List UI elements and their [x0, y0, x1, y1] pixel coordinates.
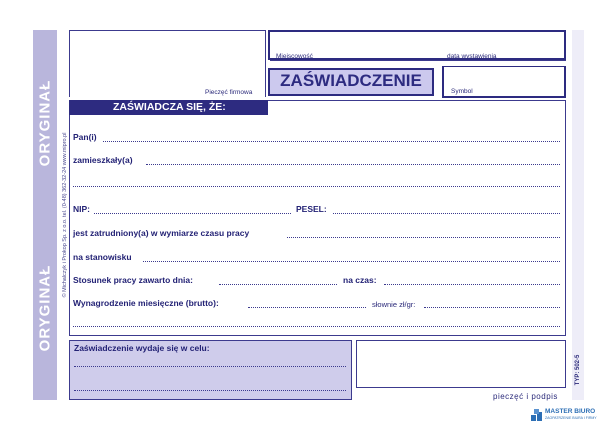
purpose-line-1[interactable] [74, 366, 346, 367]
field-line-nip[interactable] [94, 213, 291, 214]
field-line-pesel[interactable] [333, 213, 560, 214]
field-label-contract: Stosunek pracy zawarto dnia: [73, 275, 193, 285]
oryginal-label-top: ORYGINAŁ [36, 79, 54, 166]
side-label-bottom [33, 215, 57, 400]
document-title: ZAŚWIADCZENIE [268, 68, 434, 96]
field-line-period[interactable] [384, 284, 560, 285]
signature-label: pieczęć i podpis [493, 392, 558, 401]
field-label-address: zamieszkały(a) [73, 155, 133, 165]
form-banner: ZAŚWIADCZA SIĘ, ŻE: [69, 100, 268, 115]
purpose-label: Zaświadczenie wydaje się w celu: [74, 343, 210, 353]
oryginal-label-bottom: ORYGINAŁ [36, 264, 54, 351]
field-line-address-2[interactable] [73, 186, 560, 187]
place-label: Miejscowość [276, 53, 313, 60]
field-line-salary[interactable] [248, 307, 366, 308]
brand-logo-icon [531, 408, 543, 420]
field-label-period: na czas: [343, 275, 377, 285]
side-label-top [33, 30, 57, 215]
field-line-address[interactable] [146, 164, 560, 165]
field-line-words[interactable] [424, 307, 560, 308]
field-line-contract-date[interactable] [219, 284, 337, 285]
brand-name: MASTER BIURO [545, 408, 596, 415]
field-label-nip: NIP: [73, 204, 90, 214]
field-label-pesel: PESEL: [296, 204, 327, 214]
signature-box[interactable] [356, 340, 566, 388]
symbol-label: Symbol [451, 88, 473, 95]
field-label-position: na stanowisku [73, 252, 132, 262]
field-label-words: słownie zł/gr: [372, 300, 416, 309]
purpose-line-2[interactable] [74, 390, 346, 391]
stamp-label: Pieczęć firmowa [205, 89, 253, 96]
place-date-underline [270, 60, 566, 61]
field-line-salary-2[interactable] [73, 326, 560, 327]
type-code-text: TYP: 502-5 [575, 354, 581, 386]
field-line-pan[interactable] [103, 141, 560, 142]
field-label-salary: Wynagrodzenie miesięczne (brutto): [73, 298, 219, 308]
brand-tagline: ZAOPATRZENIE BIURA I FIRMY [545, 416, 597, 420]
field-line-employed[interactable] [287, 237, 560, 238]
company-stamp-box[interactable] [69, 30, 266, 97]
field-line-position[interactable] [143, 261, 560, 262]
field-label-employed: jest zatrudniony(a) w wymiarze czasu pracy [73, 228, 250, 238]
date-label: data wystawienia [447, 53, 497, 60]
type-code [572, 340, 584, 400]
publisher-info-text: © Michalczyk i Prokop Sp. z o.o. tel. (0-48) 362-32-24 www.mipro.pl [62, 132, 68, 298]
field-label-pan: Pan(i) [73, 132, 97, 142]
